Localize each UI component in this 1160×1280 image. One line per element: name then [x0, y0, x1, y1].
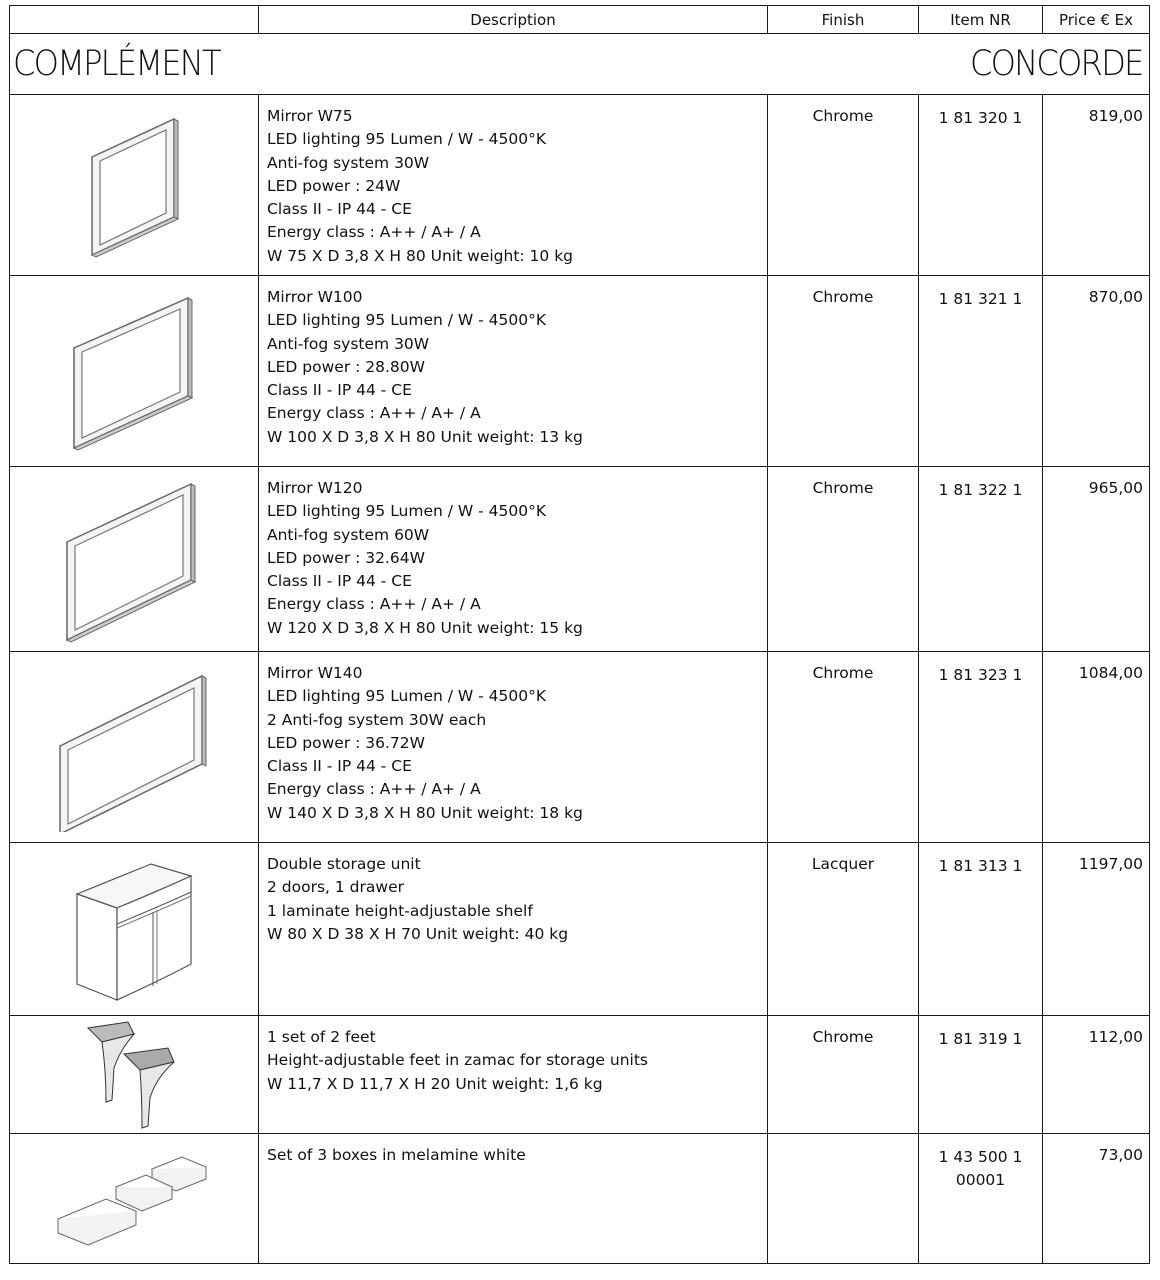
- banner-right-title: CONCORDE: [970, 44, 1143, 84]
- description-line: LED lighting 95 Lumen / W - 4500°K: [267, 502, 547, 521]
- item-nr-line: 1 81 313 1: [938, 857, 1023, 875]
- product-price: 1197,00: [1043, 843, 1150, 1016]
- description-line: Anti-fog system 30W: [267, 153, 430, 172]
- description-line: Mirror W100: [267, 288, 363, 306]
- item-nr-line: 1 43 500 1: [938, 1148, 1023, 1166]
- product-finish: Chrome: [768, 95, 919, 276]
- product-image-cell: [10, 95, 259, 276]
- boxes-icon: [54, 1149, 214, 1249]
- description-line: Class II - IP 44 - CE: [267, 572, 412, 591]
- description-line: LED power : 36.72W: [267, 733, 425, 752]
- item-nr-line: 1 81 323 1: [938, 666, 1023, 684]
- description-line: Anti-fog system 60W: [267, 525, 430, 544]
- banner-cell: [10, 34, 1150, 95]
- product-item-nr: [919, 1016, 1043, 1134]
- product-item-nr: [919, 1134, 1043, 1264]
- banner-left-title: COMPLÉMENT: [13, 44, 220, 84]
- product-finish: Lacquer: [768, 843, 919, 1016]
- header-item-nr: Item NR: [919, 6, 1043, 34]
- item-nr-line: 1 81 322 1: [938, 481, 1023, 499]
- description-line: Mirror W120: [267, 479, 363, 497]
- item-nr-line: 1 81 321 1: [938, 290, 1023, 308]
- product-image-cell: [10, 1016, 259, 1134]
- product-image-cell: [10, 652, 259, 843]
- description-line: Class II - IP 44 - CE: [267, 381, 412, 400]
- product-finish: Chrome: [768, 1016, 919, 1134]
- table-row: [10, 1016, 1150, 1134]
- mirror-w120-icon: [59, 474, 209, 644]
- mirror-w100-icon: [64, 286, 204, 456]
- description-line: Class II - IP 44 - CE: [267, 200, 412, 219]
- product-price: 1084,00: [1043, 652, 1150, 843]
- product-description: [259, 467, 768, 652]
- product-description: [259, 95, 768, 276]
- square-mirror-icon: [74, 105, 194, 265]
- description-line: Energy class : A++ / A+ / A: [267, 223, 481, 242]
- product-price: 112,00: [1043, 1016, 1150, 1134]
- product-image-cell: [10, 467, 259, 652]
- header-finish: Finish: [768, 6, 919, 34]
- description-line: W 140 X D 3,8 X H 80 Unit weight: 18 kg: [267, 803, 583, 822]
- description-line: LED lighting 95 Lumen / W - 4500°K: [267, 130, 547, 149]
- product-finish: Chrome: [768, 276, 919, 467]
- price-table: [9, 5, 1150, 1264]
- product-item-nr: [919, 276, 1043, 467]
- description-line: Set of 3 boxes in melamine white: [267, 1146, 526, 1164]
- product-price: 73,00: [1043, 1134, 1150, 1264]
- description-line: Mirror W140: [267, 664, 363, 682]
- product-item-nr: [919, 467, 1043, 652]
- table-row: [10, 95, 1150, 276]
- description-line: 1 laminate height-adjustable shelf: [267, 901, 533, 920]
- product-finish: [768, 1134, 919, 1264]
- product-description: [259, 843, 768, 1016]
- description-line: 1 set of 2 feet: [267, 1028, 376, 1046]
- description-line: W 80 X D 38 X H 70 Unit weight: 40 kg: [267, 924, 569, 943]
- item-nr-line: 1 81 320 1: [938, 109, 1023, 127]
- product-description: [259, 276, 768, 467]
- price-list-page: [9, 5, 1149, 1264]
- description-line: Class II - IP 44 - CE: [267, 757, 412, 776]
- table-row: [10, 467, 1150, 652]
- description-line: Energy class : A++ / A+ / A: [267, 595, 481, 614]
- product-image-cell: [10, 843, 259, 1016]
- product-price: 819,00: [1043, 95, 1150, 276]
- product-description: [259, 652, 768, 843]
- description-line: W 120 X D 3,8 X H 80 Unit weight: 15 kg: [267, 618, 583, 637]
- product-item-nr: [919, 95, 1043, 276]
- item-nr-line: 1 81 319 1: [938, 1030, 1023, 1048]
- table-row: [10, 276, 1150, 467]
- product-item-nr: [919, 652, 1043, 843]
- product-image-cell: [10, 276, 259, 467]
- description-line: LED power : 28.80W: [267, 357, 425, 376]
- header-row: [10, 6, 1150, 34]
- product-price: 870,00: [1043, 276, 1150, 467]
- product-finish: Chrome: [768, 467, 919, 652]
- mirror-w140-icon: [54, 662, 214, 832]
- product-finish: Chrome: [768, 652, 919, 843]
- table-row: [10, 1134, 1150, 1264]
- description-line: LED lighting 95 Lumen / W - 4500°K: [267, 311, 547, 330]
- header-description: Description: [259, 6, 768, 34]
- description-line: 2 Anti-fog system 30W each: [267, 710, 487, 729]
- header-price: Price € Ex: [1043, 6, 1150, 34]
- description-line: LED power : 32.64W: [267, 548, 425, 567]
- description-line: Height-adjustable feet in zamac for storage units: [267, 1051, 648, 1070]
- description-line: Energy class : A++ / A+ / A: [267, 404, 481, 423]
- table-row: [10, 843, 1150, 1016]
- description-line: LED lighting 95 Lumen / W - 4500°K: [267, 687, 547, 706]
- description-line: W 75 X D 3,8 X H 80 Unit weight: 10 kg: [267, 246, 574, 265]
- product-description: [259, 1134, 768, 1264]
- banner-row: [10, 34, 1150, 95]
- product-price: 965,00: [1043, 467, 1150, 652]
- header-image-cell: [10, 6, 259, 34]
- description-line: W 100 X D 3,8 X H 80 Unit weight: 13 kg: [267, 427, 583, 446]
- description-line: Anti-fog system 30W: [267, 334, 430, 353]
- product-item-nr: [919, 843, 1043, 1016]
- description-line: LED power : 24W: [267, 176, 401, 195]
- description-line: Energy class : A++ / A+ / A: [267, 780, 481, 799]
- table-row: [10, 652, 1150, 843]
- description-line: W 11,7 X D 11,7 X H 20 Unit weight: 1,6 kg: [267, 1074, 603, 1093]
- feet-icon: [84, 1020, 184, 1130]
- item-nr-line: 00001: [955, 1171, 1006, 1190]
- description-line: Double storage unit: [267, 855, 421, 873]
- product-description: [259, 1016, 768, 1134]
- product-image-cell: [10, 1134, 259, 1264]
- description-line: Mirror W75: [267, 107, 353, 125]
- description-line: 2 doors, 1 drawer: [267, 878, 404, 897]
- storage-unit-icon: [69, 854, 199, 1004]
